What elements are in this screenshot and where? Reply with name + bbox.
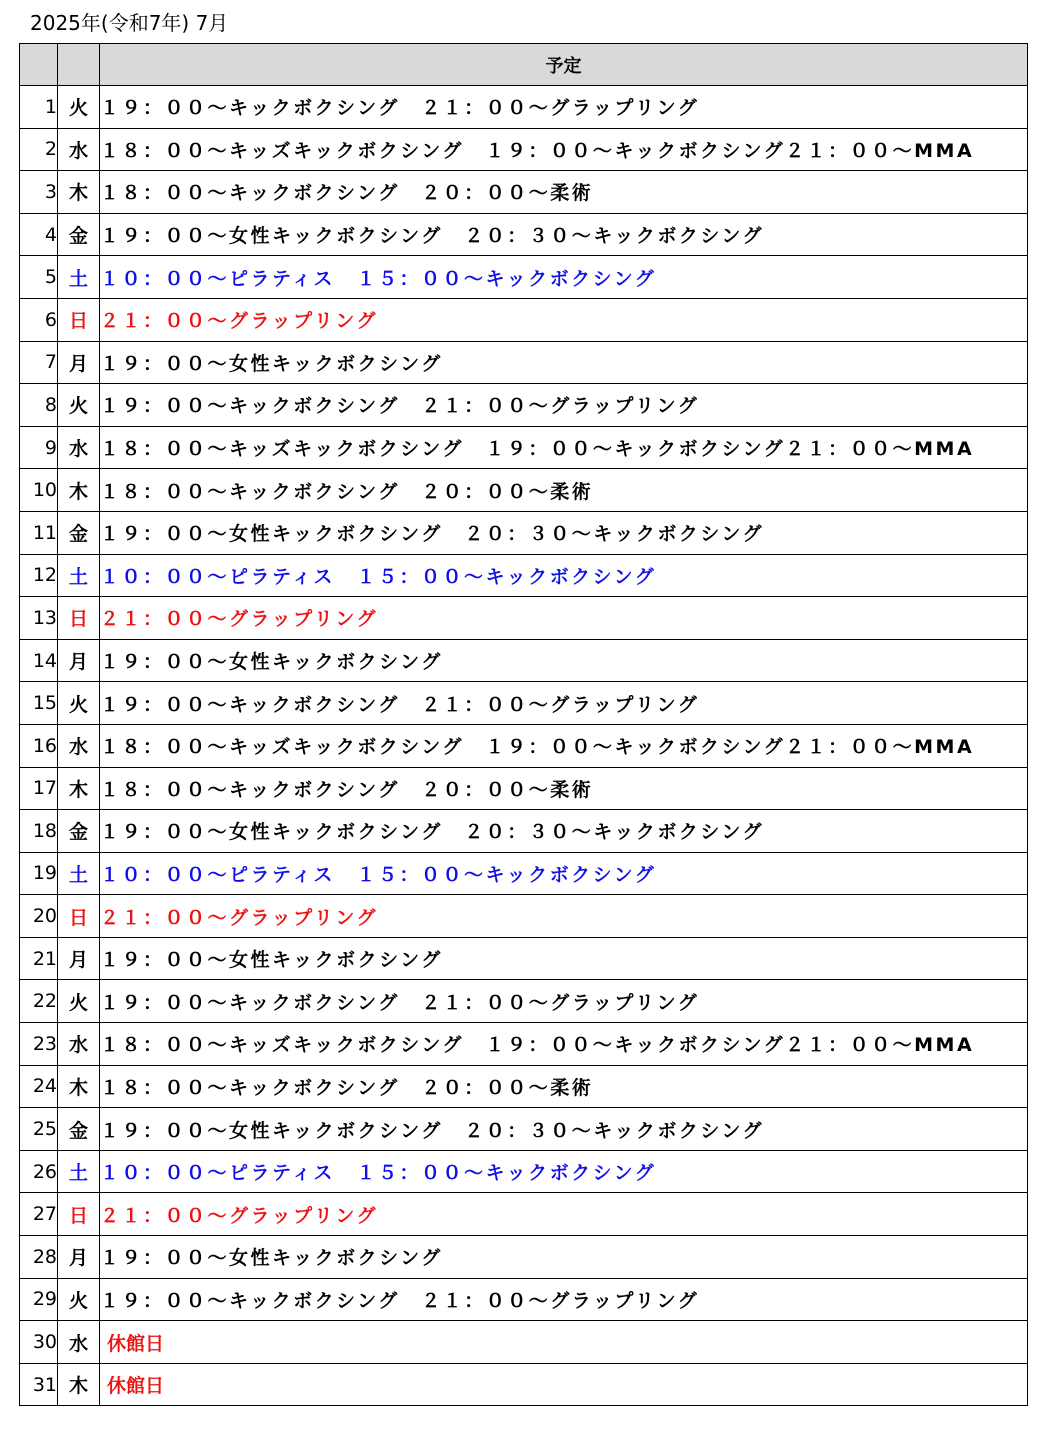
schedule-text: 休館日	[100, 1321, 1028, 1364]
schedule-text: ２１：００～グラップリング	[100, 298, 1028, 341]
weekday-label: 月	[58, 937, 100, 980]
schedule-text: １９：００～キックボクシング ２１：００～グラップリング	[100, 980, 1028, 1023]
schedule-text: １０：００～ピラティス １５：００～キックボクシング	[100, 1150, 1028, 1193]
day-number: 26	[20, 1150, 58, 1193]
table-row	[20, 298, 1028, 341]
weekday-label: 火	[58, 980, 100, 1023]
weekday-label: 月	[58, 639, 100, 682]
table-row	[20, 1150, 1028, 1193]
schedule-text: １８：００～キックボクシング ２０：００～柔術	[100, 767, 1028, 810]
schedule-text: １９：００～女性キックボクシング	[100, 639, 1028, 682]
schedule-text: １９：００～女性キックボクシング ２０：３０～キックボクシング	[100, 1108, 1028, 1151]
day-number: 18	[20, 810, 58, 853]
day-number: 17	[20, 767, 58, 810]
weekday-label: 木	[58, 1363, 100, 1406]
header-schedule-cell: 予定	[100, 44, 1028, 86]
weekday-label: 金	[58, 213, 100, 256]
table-row	[20, 511, 1028, 554]
schedule-text: １８：００～キッズキックボクシング １９：００～キックボクシング２１：００～MMA	[100, 724, 1028, 767]
day-number: 9	[20, 426, 58, 469]
schedule-text: １８：００～キッズキックボクシング １９：００～キックボクシング２１：００～MMA	[100, 426, 1028, 469]
weekday-label: 金	[58, 810, 100, 853]
table-row	[20, 810, 1028, 853]
weekday-label: 火	[58, 384, 100, 427]
table-row	[20, 554, 1028, 597]
schedule-text: 休館日	[100, 1363, 1028, 1406]
day-number: 25	[20, 1108, 58, 1151]
weekday-label: 水	[58, 426, 100, 469]
weekday-label: 日	[58, 895, 100, 938]
day-number: 15	[20, 682, 58, 725]
table-row	[20, 426, 1028, 469]
day-number: 20	[20, 895, 58, 938]
table-row	[20, 1363, 1028, 1406]
schedule-text: １９：００～キックボクシング ２１：００～グラップリング	[100, 1278, 1028, 1321]
table-row	[20, 1108, 1028, 1151]
schedule-text: １９：００～女性キックボクシング	[100, 341, 1028, 384]
schedule-text: ２１：００～グラップリング	[100, 1193, 1028, 1236]
table-header-row	[20, 44, 1028, 86]
schedule-text: １９：００～女性キックボクシング ２０：３０～キックボクシング	[100, 213, 1028, 256]
day-number: 3	[20, 171, 58, 214]
weekday-label: 土	[58, 852, 100, 895]
weekday-label: 木	[58, 469, 100, 512]
table-row	[20, 469, 1028, 512]
day-number: 21	[20, 937, 58, 980]
day-number: 11	[20, 511, 58, 554]
schedule-text: １９：００～女性キックボクシング	[100, 937, 1028, 980]
day-number: 27	[20, 1193, 58, 1236]
header-weekday-cell	[58, 44, 100, 86]
table-row	[20, 852, 1028, 895]
weekday-label: 水	[58, 128, 100, 171]
day-number: 6	[20, 298, 58, 341]
table-row	[20, 1193, 1028, 1236]
weekday-label: 火	[58, 682, 100, 725]
table-row	[20, 171, 1028, 214]
schedule-table	[19, 43, 1028, 1406]
day-number: 4	[20, 213, 58, 256]
table-row	[20, 895, 1028, 938]
table-row	[20, 937, 1028, 980]
header-day-cell	[20, 44, 58, 86]
day-number: 2	[20, 128, 58, 171]
weekday-label: 土	[58, 554, 100, 597]
schedule-text: １０：００～ピラティス １５：００～キックボクシング	[100, 256, 1028, 299]
weekday-label: 火	[58, 86, 100, 129]
schedule-text: １８：００～キッズキックボクシング １９：００～キックボクシング２１：００～MMA	[100, 1023, 1028, 1066]
table-row	[20, 724, 1028, 767]
table-row	[20, 1065, 1028, 1108]
table-row	[20, 767, 1028, 810]
day-number: 22	[20, 980, 58, 1023]
table-row	[20, 1023, 1028, 1066]
weekday-label: 月	[58, 341, 100, 384]
schedule-text: １９：００～女性キックボクシング	[100, 1236, 1028, 1279]
table-row	[20, 86, 1028, 129]
weekday-label: 月	[58, 1236, 100, 1279]
table-row	[20, 597, 1028, 640]
day-number: 13	[20, 597, 58, 640]
day-number: 7	[20, 341, 58, 384]
schedule-text: １９：００～キックボクシング ２１：００～グラップリング	[100, 86, 1028, 129]
table-row	[20, 384, 1028, 427]
table-row	[20, 1321, 1028, 1364]
day-number: 10	[20, 469, 58, 512]
day-number: 1	[20, 86, 58, 129]
day-number: 16	[20, 724, 58, 767]
weekday-label: 金	[58, 511, 100, 554]
schedule-text: １８：００～キッズキックボクシング １９：００～キックボクシング２１：００～MMA	[100, 128, 1028, 171]
day-number: 24	[20, 1065, 58, 1108]
weekday-label: 日	[58, 597, 100, 640]
day-number: 12	[20, 554, 58, 597]
day-number: 30	[20, 1321, 58, 1364]
day-number: 8	[20, 384, 58, 427]
schedule-text: １０：００～ピラティス １５：００～キックボクシング	[100, 554, 1028, 597]
weekday-label: 日	[58, 1193, 100, 1236]
weekday-label: 土	[58, 256, 100, 299]
table-row	[20, 1236, 1028, 1279]
page-title: 2025年(令和7年) 7月	[30, 11, 229, 35]
weekday-label: 金	[58, 1108, 100, 1151]
schedule-text: ２１：００～グラップリング	[100, 597, 1028, 640]
day-number: 23	[20, 1023, 58, 1066]
schedule-text: ２１：００～グラップリング	[100, 895, 1028, 938]
table-row	[20, 341, 1028, 384]
weekday-label: 木	[58, 171, 100, 214]
schedule-text: １８：００～キックボクシング ２０：００～柔術	[100, 171, 1028, 214]
day-number: 19	[20, 852, 58, 895]
weekday-label: 木	[58, 1065, 100, 1108]
schedule-text: １８：００～キックボクシング ２０：００～柔術	[100, 1065, 1028, 1108]
table-row	[20, 682, 1028, 725]
table-row	[20, 980, 1028, 1023]
day-number: 14	[20, 639, 58, 682]
weekday-label: 日	[58, 298, 100, 341]
weekday-label: 水	[58, 1321, 100, 1364]
table-row	[20, 1278, 1028, 1321]
table-row	[20, 128, 1028, 171]
table-row	[20, 256, 1028, 299]
day-number: 28	[20, 1236, 58, 1279]
day-number: 29	[20, 1278, 58, 1321]
schedule-text: １８：００～キックボクシング ２０：００～柔術	[100, 469, 1028, 512]
weekday-label: 水	[58, 1023, 100, 1066]
table-row	[20, 639, 1028, 682]
schedule-text: １９：００～女性キックボクシング ２０：３０～キックボクシング	[100, 511, 1028, 554]
weekday-label: 木	[58, 767, 100, 810]
schedule-rows	[20, 86, 1028, 1406]
weekday-label: 火	[58, 1278, 100, 1321]
day-number: 31	[20, 1363, 58, 1406]
weekday-label: 土	[58, 1150, 100, 1193]
table-row	[20, 213, 1028, 256]
schedule-text: １９：００～キックボクシング ２１：００～グラップリング	[100, 682, 1028, 725]
schedule-text: １９：００～女性キックボクシング ２０：３０～キックボクシング	[100, 810, 1028, 853]
day-number: 5	[20, 256, 58, 299]
weekday-label: 水	[58, 724, 100, 767]
schedule-text: １０：００～ピラティス １５：００～キックボクシング	[100, 852, 1028, 895]
schedule-text: １９：００～キックボクシング ２１：００～グラップリング	[100, 384, 1028, 427]
